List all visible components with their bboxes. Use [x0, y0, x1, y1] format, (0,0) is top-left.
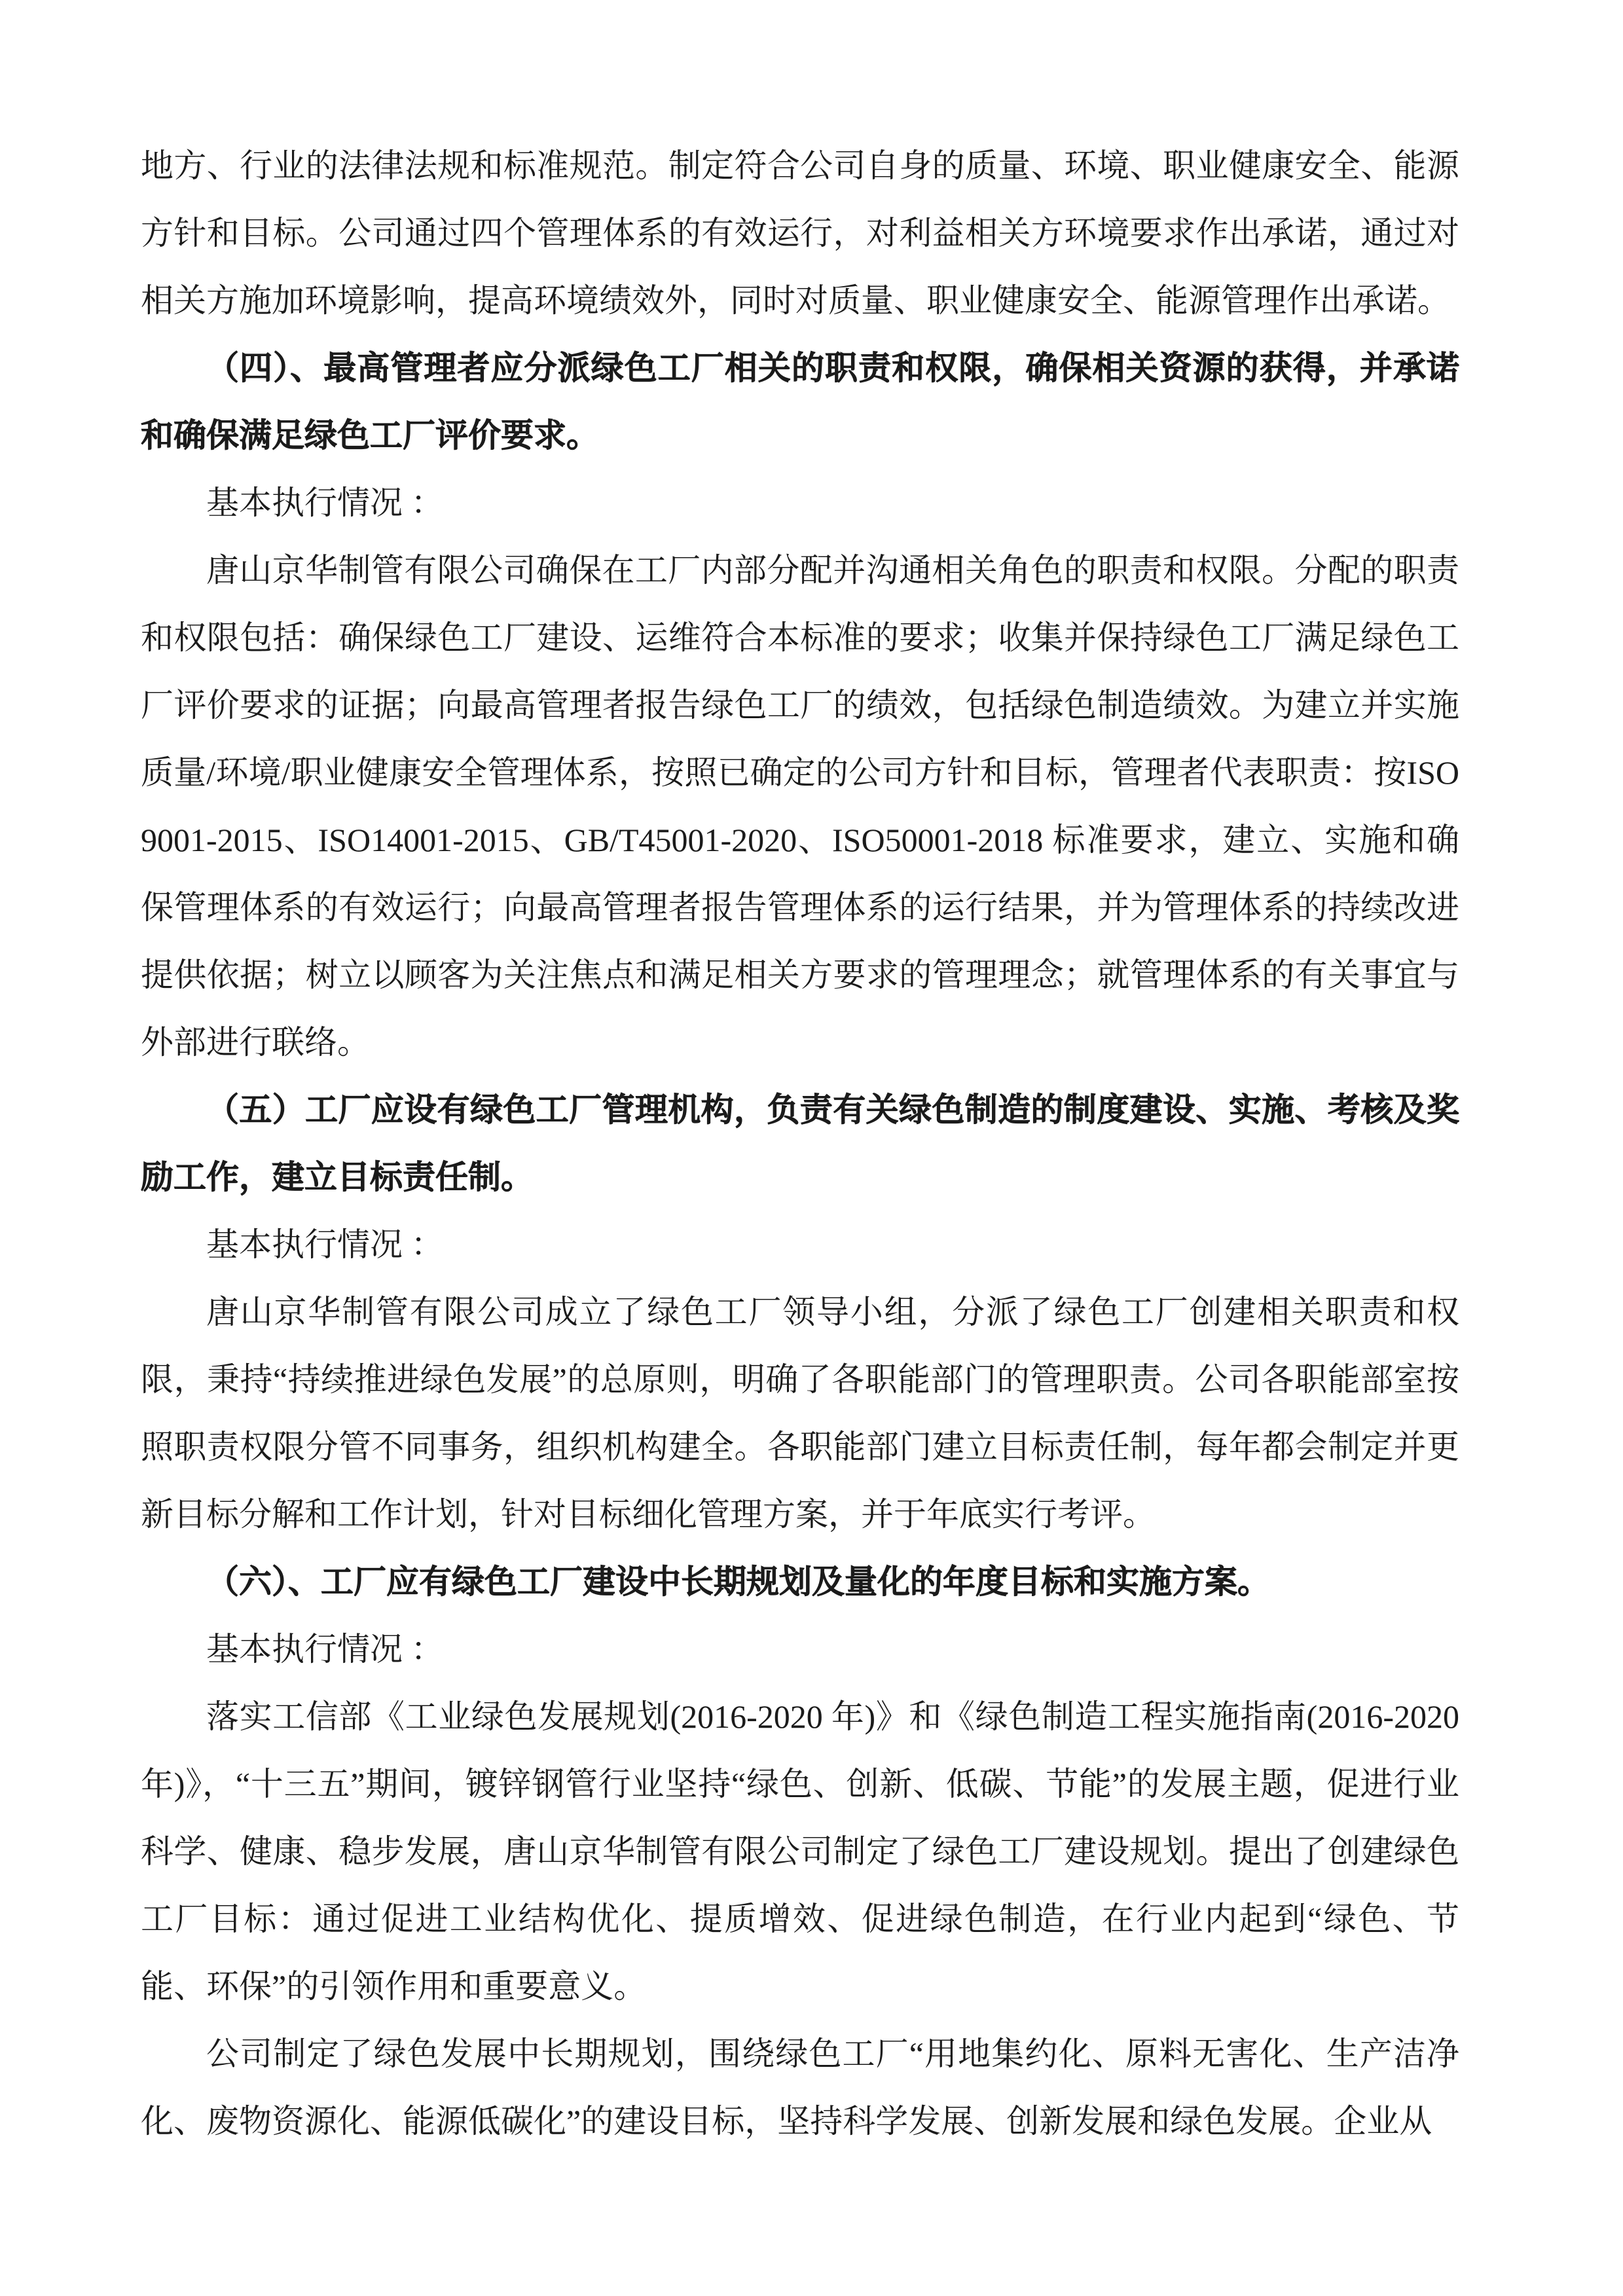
- paragraph-section-5-execution: 唐山京华制管有限公司成立了绿色工厂领导小组，分派了绿色工厂创建相关职责和权限，秉持“持续推进绿色发展”的总原则，明确了各职能部门的管理职责。公司各职能部室按照职责权限分管不同事务，组织机构建全。各职能部门建立目标责任制，每年都会制定并更新目标分解和工作计划，针对目标细化管理方案，并于年底实行考评。: [141, 1294, 1459, 1533]
- section-heading-5: （五）工厂应设有绿色工厂管理机构，负责有关绿色制造的制度建设、实施、考核及奖励工作，建立目标责任制。: [141, 1091, 1459, 1195]
- paragraph-section-4-execution: 唐山京华制管有限公司确保在工厂内部分配并沟通相关角色的职责和权限。分配的职责和权限包括：确保绿色工厂建设、运维符合本标准的要求；收集并保持绿色工厂满足绿色工厂评价要求的证据；向最高管理者报告绿色工厂的绩效，包括绿色制造绩效。为建立并实施质量/环境/职业健康安全管理体系，按照已确定的公司方针和目标，管理者代表职责：按ISO9001-2015、ISO14001-2015、GB/T45001-2020、ISO50001-2018 标准要求，建立、实施和确保管理体系的有效运行；向最高管理者报告管理体系的运行结果，并为管理体系的持续改进提供依据；树立以顾客为关注焦点和满足相关方要求的管理理念；就管理体系的有关事宜与外部进行联络。: [141, 552, 1459, 1061]
- document-body: [141, 132, 1459, 2155]
- basic-execution-label: 基本执行情况 ：: [206, 1631, 444, 1667]
- paragraph-continued-from-previous-page: 地方、行业的法律法规和标准规范。制定符合公司自身的质量、环境、职业健康安全、能源方针和目标。公司通过四个管理体系的有效运行，对利益相关方环境要求作出承诺，通过对相关方施加环境影响，提高环境绩效外，同时对质量、职业健康安全、能源管理作出承诺。: [141, 147, 1459, 319]
- paragraph-section-6-execution: 落实工信部《工业绿色发展规划(2016-2020 年)》和《绿色制造工程实施指南(2016-2020 年)》，“十三五”期间，镀锌钢管行业坚持“绿色、创新、低碳、节能”的发展主题，促进行业科学、健康、稳步发展，唐山京华制管有限公司制定了绿色工厂建设规划。提出了创建绿色工厂目标：通过促进工业结构优化、提质增效、促进绿色制造，在行业内起到“绿色、节能、环保”的引领作用和重要意义。: [141, 1698, 1459, 2005]
- section-heading-4: （四）、最高管理者应分派绿色工厂相关的职责和权限，确保相关资源的获得，并承诺和确保满足绿色工厂评价要求。: [141, 350, 1459, 454]
- basic-execution-label: 基本执行情况 ：: [206, 484, 444, 521]
- paragraph-midterm-plan: 公司制定了绿色发展中长期规划，围绕绿色工厂“用地集约化、原料无害化、生产洁净化、废物资源化、能源低碳化”的建设目标，坚持科学发展、创新发展和绿色发展。企业从: [141, 2035, 1459, 2140]
- basic-execution-label: 基本执行情况 ：: [206, 1226, 444, 1263]
- section-heading-6: （六）、工厂应有绿色工厂建设中长期规划及量化的年度目标和实施方案。: [206, 1563, 1270, 1600]
